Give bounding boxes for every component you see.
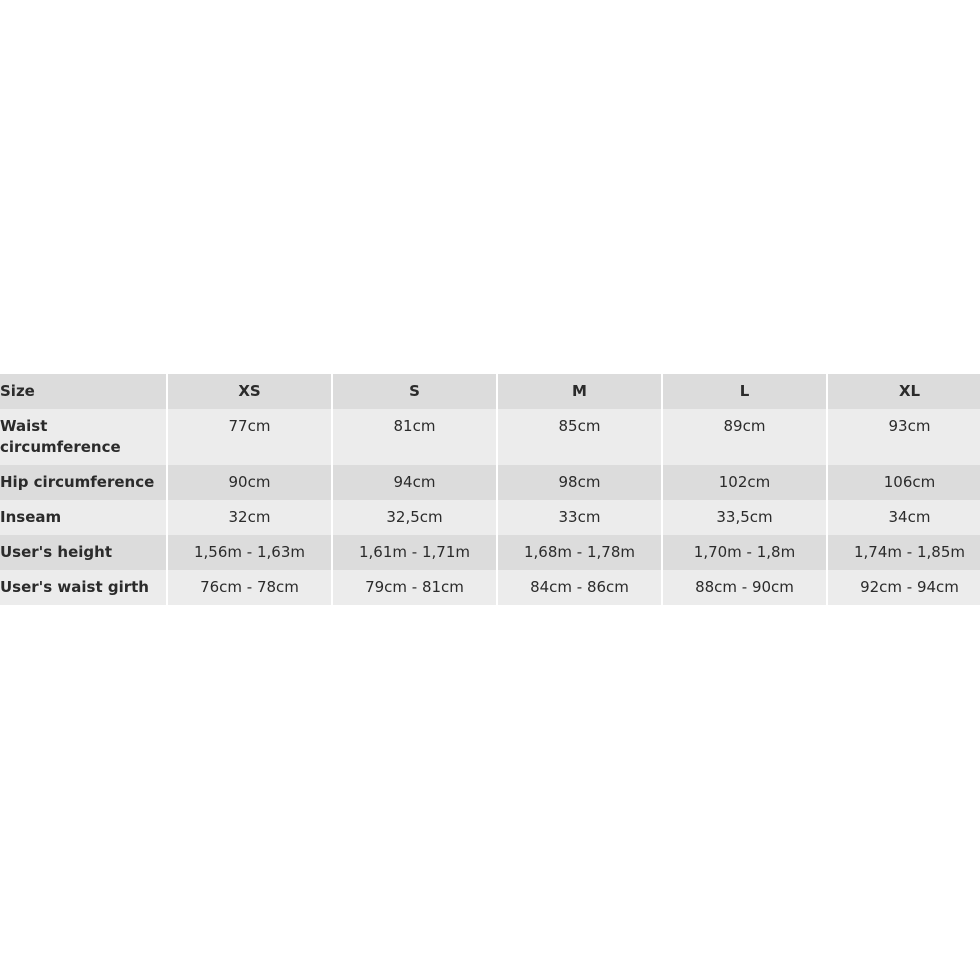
- size-header-l: L: [663, 374, 826, 409]
- table-cell: 84cm - 86cm: [498, 570, 661, 605]
- table-row: [0, 500, 980, 535]
- table-cell: 32cm: [168, 500, 331, 535]
- table-cell: 34cm: [828, 500, 980, 535]
- row-label-inseam: Inseam: [0, 500, 166, 535]
- table-cell: 1,70m - 1,8m: [663, 535, 826, 570]
- row-label-line: circumference: [0, 438, 121, 456]
- table-cell: 102cm: [663, 465, 826, 500]
- table-cell: 81cm: [333, 409, 496, 465]
- table-cell: 76cm - 78cm: [168, 570, 331, 605]
- table-row: [0, 409, 980, 465]
- table-cell: 1,68m - 1,78m: [498, 535, 661, 570]
- row-label-height: User's height: [0, 535, 166, 570]
- table-cell: 98cm: [498, 465, 661, 500]
- row-label-hip: Hip circumference: [0, 465, 166, 500]
- table-cell: 77cm: [168, 409, 331, 465]
- header-row: [0, 374, 980, 409]
- size-header-s: S: [333, 374, 496, 409]
- row-label-waist-girth: User's waist girth: [0, 570, 166, 605]
- table-row: [0, 570, 980, 605]
- size-header-m: M: [498, 374, 661, 409]
- table-cell: 33,5cm: [663, 500, 826, 535]
- row-label-line: Waist: [0, 417, 48, 435]
- table-cell: 89cm: [663, 409, 826, 465]
- row-label-waist: [0, 409, 166, 465]
- size-header-xs: XS: [168, 374, 331, 409]
- size-header-xl: XL: [828, 374, 980, 409]
- table-row: [0, 465, 980, 500]
- table-cell: 1,61m - 1,71m: [333, 535, 496, 570]
- table-cell: 94cm: [333, 465, 496, 500]
- table-cell: 1,56m - 1,63m: [168, 535, 331, 570]
- table-cell: 88cm - 90cm: [663, 570, 826, 605]
- table-cell: 85cm: [498, 409, 661, 465]
- table-cell: 79cm - 81cm: [333, 570, 496, 605]
- table-cell: 32,5cm: [333, 500, 496, 535]
- table-cell: 93cm: [828, 409, 980, 465]
- table-cell: 33cm: [498, 500, 661, 535]
- header-label: Size: [0, 374, 166, 409]
- table-cell: 90cm: [168, 465, 331, 500]
- table-cell: 92cm - 94cm: [828, 570, 980, 605]
- table-cell: 1,74m - 1,85m: [828, 535, 980, 570]
- table-row: [0, 535, 980, 570]
- size-chart-table: [0, 374, 980, 605]
- table-cell: 106cm: [828, 465, 980, 500]
